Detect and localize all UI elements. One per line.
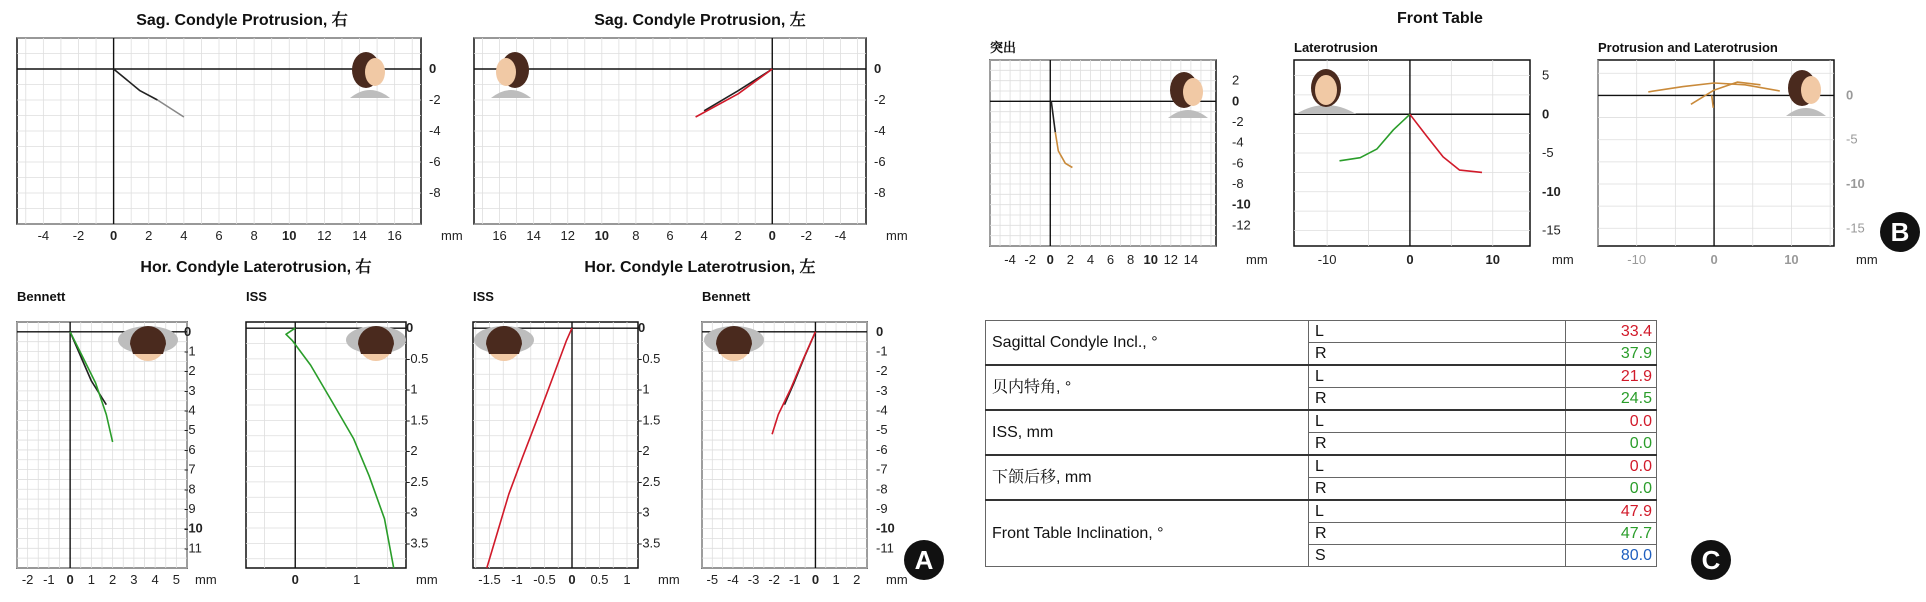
x-tick-label: 16 (387, 228, 402, 243)
y-tick-label: -10 (1846, 176, 1865, 191)
x-tick-label: 8 (1127, 252, 1135, 267)
y-tick-label: -9 (876, 500, 888, 516)
x-tick-label: 1 (353, 572, 361, 587)
chart-title: Hor. Condyle Laterotrusion, 右 (140, 259, 372, 276)
y-tick-label: -6 (184, 441, 196, 457)
x-tick-label: -10 (1627, 252, 1647, 267)
y-tick-label: -1 (638, 381, 650, 397)
y-tick-label: -5 (1846, 131, 1858, 147)
x-tick-label: -3 (747, 572, 760, 587)
y-tick-label: -6 (1232, 155, 1244, 171)
y-tick-label: 0 (876, 323, 884, 339)
x-tick-label: 2 (145, 228, 153, 243)
y-tick-label: 0 (406, 320, 414, 336)
y-tick-label: -9 (184, 500, 196, 516)
y-tick-label: -0.5 (638, 350, 661, 366)
y-tick-label: -3 (406, 504, 418, 520)
y-tick-label: -3 (638, 504, 650, 520)
y-tick-label: -10 (184, 520, 203, 536)
chart-title: Hor. Condyle Laterotrusion, 左 (584, 259, 816, 276)
chart-sag_right (17, 10, 463, 243)
y-tick-label: -5 (1542, 145, 1554, 160)
y-tick-label: -10 (876, 520, 895, 536)
y-tick-label: 0 (874, 61, 882, 76)
x-tick-label: 1 (832, 572, 840, 587)
x-tick-label: 6 (1106, 252, 1115, 267)
metric-value: 47.7 (1566, 523, 1657, 545)
chart-subtitle: Laterotrusion (1294, 40, 1378, 55)
x-tick-label: 14 (1183, 252, 1199, 267)
y-tick-label: -2 (638, 443, 650, 459)
y-tick-label: -10 (1542, 183, 1561, 199)
x-tick-label: -1 (43, 572, 55, 587)
x-tick-label: -2 (72, 228, 85, 243)
y-tick-label: -1 (406, 381, 418, 397)
x-tick-label: 0 (291, 572, 299, 587)
metric-label: 贝内特角, ° (986, 365, 1309, 410)
head-profile-face-icon (1801, 76, 1821, 104)
head-profile-face-icon (365, 58, 385, 86)
x-tick-label: 14 (352, 228, 367, 243)
x-tick-label: 0 (1710, 252, 1718, 267)
y-tick-label: -1 (184, 343, 196, 359)
y-tick-label: -3.5 (638, 535, 661, 551)
metric-label: Front Table Inclination, ° (986, 500, 1309, 567)
y-tick-label: 0 (429, 61, 437, 76)
y-tick-label: -2 (429, 92, 441, 107)
x-tick-label: -2 (21, 572, 34, 587)
x-tick-label: -1.5 (478, 572, 501, 587)
side-label: L (1309, 365, 1566, 388)
x-tick-label: 4 (151, 572, 159, 587)
y-tick-label: -4 (429, 123, 441, 138)
metric-value: 80.0 (1566, 545, 1657, 567)
x-tick-label: -5 (706, 572, 719, 587)
table-row (986, 500, 1657, 523)
x-tick-label: 0 (568, 572, 576, 587)
side-label: L (1309, 455, 1566, 478)
y-tick-label: -1 (876, 343, 888, 359)
x-tick-label: 2 (853, 572, 861, 587)
x-tick-label: 4 (1086, 252, 1095, 267)
head-profile-face-icon (1183, 78, 1203, 106)
x-tick-label: -4 (834, 228, 847, 243)
x-tick-label: 0 (109, 228, 118, 243)
y-tick-label: 0 (1846, 87, 1854, 103)
head-profile-face-icon (496, 58, 516, 86)
x-tick-label: 12 (1163, 252, 1179, 267)
y-tick-label: -0.5 (406, 350, 429, 366)
x-tick-label: 6 (215, 228, 223, 243)
y-tick-label: -3 (184, 382, 196, 398)
chart-subtitle: Bennett (17, 289, 66, 304)
y-tick-label: -2 (874, 92, 886, 107)
x-tick-label: 0 (66, 572, 74, 587)
x-tick-label: 10 (282, 228, 297, 243)
x-unit-label: mm (1552, 252, 1574, 267)
y-tick-label: -15 (1846, 220, 1865, 236)
x-tick-label: 0 (1406, 252, 1414, 267)
x-tick-label: 0 (811, 572, 820, 587)
x-unit-label: mm (195, 572, 217, 587)
chart-sag_left (474, 10, 908, 243)
x-tick-label: -4 (727, 572, 739, 587)
x-tick-label: 4 (180, 228, 188, 243)
x-tick-label: 10 (1143, 252, 1158, 267)
x-tick-label: 8 (250, 228, 258, 243)
y-tick-label: -2 (406, 443, 418, 459)
x-unit-label: mm (1856, 252, 1878, 267)
x-unit-label: mm (886, 572, 908, 587)
y-tick-label: 0 (184, 323, 192, 339)
y-tick-label: -8 (1232, 176, 1244, 191)
x-tick-label: 0 (768, 228, 776, 243)
y-tick-label: -7 (184, 461, 196, 477)
chart-subtitle: Bennett (702, 289, 751, 304)
y-tick-label: 0 (1542, 106, 1550, 122)
y-tick-label: -7 (876, 461, 888, 477)
chart-bennett_left (702, 289, 908, 587)
y-tick-label: 0 (638, 320, 646, 336)
chart-title: Sag. Condyle Protrusion, 右 (136, 12, 348, 29)
side-label: S (1309, 545, 1566, 567)
y-tick-label: -2.5 (406, 473, 429, 489)
x-unit-label: mm (658, 572, 680, 587)
x-tick-label: 16 (492, 228, 507, 243)
table-row (986, 321, 1657, 343)
metric-label: Sagittal Condyle Incl., ° (986, 321, 1309, 366)
x-unit-label: mm (416, 572, 438, 587)
y-tick-label: -12 (1232, 217, 1251, 233)
metric-value: 0.0 (1566, 455, 1657, 478)
metric-value: 33.4 (1566, 321, 1657, 343)
x-unit-label: mm (1246, 252, 1268, 267)
y-tick-label: -8 (429, 185, 441, 200)
x-tick-label: 12 (560, 228, 575, 243)
y-tick-label: -8 (876, 481, 888, 497)
y-tick-label: 2 (1232, 72, 1240, 88)
x-tick-label: -10 (1317, 252, 1337, 267)
side-label: L (1309, 500, 1566, 523)
metric-label: ISS, mm (986, 410, 1309, 455)
x-tick-label: 3 (130, 572, 138, 587)
chart-subtitle: ISS (246, 289, 267, 304)
x-tick-label: 0 (1046, 252, 1054, 267)
y-tick-label: -8 (874, 185, 886, 200)
side-label: R (1309, 388, 1566, 411)
y-tick-label: -11 (876, 540, 894, 556)
metric-value: 0.0 (1566, 410, 1657, 433)
table-row (986, 365, 1657, 388)
y-tick-label: 0 (1232, 93, 1240, 109)
y-tick-label: -1.5 (406, 412, 429, 428)
x-tick-label: 14 (526, 228, 541, 243)
x-tick-label: -1 (511, 572, 523, 587)
x-tick-label: 2 (109, 572, 117, 587)
chart-subtitle: Protrusion and Laterotrusion (1598, 40, 1778, 55)
y-tick-label: -1.5 (638, 412, 661, 428)
x-tick-label: 10 (1485, 252, 1500, 267)
x-tick-label: -0.5 (533, 572, 556, 587)
metric-value: 37.9 (1566, 343, 1657, 366)
y-tick-label: -4 (184, 402, 196, 418)
panel-label-c: C (1691, 540, 1731, 580)
x-unit-label: mm (441, 228, 463, 243)
table-row (986, 410, 1657, 433)
y-tick-label: 5 (1542, 67, 1550, 83)
y-tick-label: -4 (1232, 134, 1244, 150)
x-tick-label: 6 (666, 228, 674, 243)
x-tick-label: -4 (1004, 252, 1016, 267)
y-tick-label: -6 (874, 154, 886, 169)
x-tick-label: -2 (1024, 252, 1036, 267)
chart-front_laterotrusion (1294, 40, 1574, 267)
y-tick-label: -2 (1232, 114, 1244, 129)
x-unit-label: mm (886, 228, 908, 243)
y-tick-label: -6 (876, 441, 888, 457)
y-tick-label: -2 (184, 363, 196, 379)
table-row (986, 455, 1657, 478)
y-tick-label: -10 (1232, 196, 1251, 212)
y-tick-label: -6 (429, 154, 441, 169)
side-label: R (1309, 343, 1566, 366)
x-tick-label: -1 (789, 572, 801, 587)
chart-front_combined (1598, 40, 1878, 267)
y-tick-label: -4 (876, 402, 888, 418)
metric-label: 下颌后移, mm (986, 455, 1309, 500)
chart-title: Front Table (1397, 10, 1483, 27)
y-tick-label: -2 (876, 363, 888, 379)
x-tick-label: 10 (594, 228, 610, 243)
y-tick-label: -2.5 (638, 473, 661, 489)
x-tick-label: 1 (623, 572, 631, 587)
y-tick-label: -3 (876, 382, 888, 398)
chart-subtitle: ISS (473, 289, 494, 304)
x-tick-label: -2 (768, 572, 780, 587)
x-tick-label: 2 (1066, 252, 1074, 267)
panel-label-a: A (904, 540, 944, 580)
x-tick-label: 2 (734, 228, 742, 243)
y-tick-label: -11 (184, 540, 202, 556)
face-front-face-icon (1315, 75, 1337, 105)
metric-value: 0.0 (1566, 478, 1657, 501)
metric-value: 47.9 (1566, 500, 1657, 523)
x-tick-label: -4 (37, 228, 50, 243)
y-tick-label: -3.5 (406, 535, 429, 551)
chart-title: Sag. Condyle Protrusion, 左 (594, 12, 806, 29)
metric-value: 24.5 (1566, 388, 1657, 411)
y-tick-label: -4 (874, 123, 886, 138)
y-tick-label: -5 (876, 422, 888, 438)
x-tick-label: 1 (87, 572, 95, 587)
x-tick-label: 5 (172, 572, 180, 587)
side-label: R (1309, 433, 1566, 456)
chart-iss_right (246, 289, 438, 587)
x-tick-label: 10 (1784, 252, 1799, 267)
chart-subtitle: 突出 (990, 40, 1017, 55)
x-tick-label: 8 (632, 228, 640, 243)
side-label: L (1309, 410, 1566, 433)
side-label: R (1309, 523, 1566, 545)
x-tick-label: 4 (700, 228, 708, 243)
metric-value: 0.0 (1566, 433, 1657, 456)
condyle-metrics-table (985, 320, 1657, 567)
y-tick-label: -5 (184, 422, 196, 438)
x-tick-label: -2 (800, 228, 813, 243)
x-tick-label: 12 (317, 228, 332, 243)
x-tick-label: 0.5 (590, 572, 609, 587)
side-label: L (1309, 321, 1566, 343)
y-tick-label: -8 (184, 481, 196, 497)
panel-label-b: B (1880, 212, 1920, 252)
side-label: R (1309, 478, 1566, 501)
y-tick-label: -15 (1542, 222, 1561, 238)
metric-value: 21.9 (1566, 365, 1657, 388)
